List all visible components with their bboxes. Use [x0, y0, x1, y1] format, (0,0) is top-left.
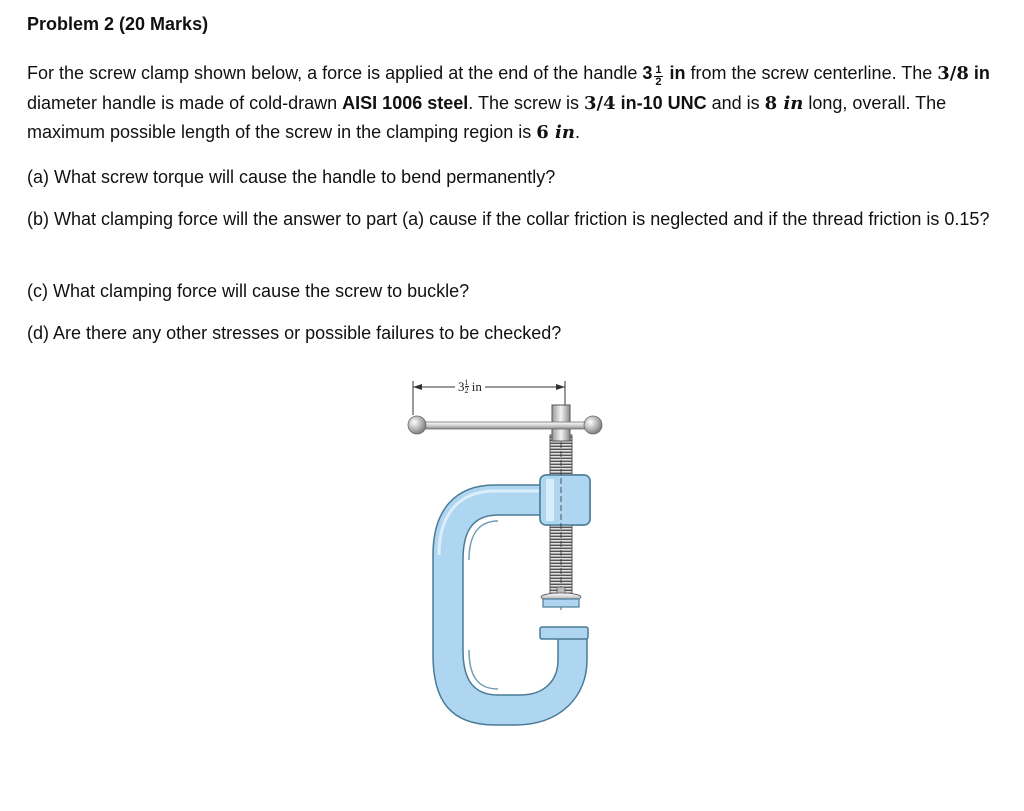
- handle-distance-value: [642, 63, 686, 88]
- question-b: (b) What clamping force will the answer to part (a) cause if the collar friction is neglected and if the thread friction is 0.15?: [27, 209, 990, 229]
- question-d: (d) Are there any other stresses or possible failures to be checked?: [27, 323, 562, 343]
- screw-size-value: 3/4: [583, 92, 616, 114]
- intro-text-3: diameter handle is made of cold-drawn: [27, 92, 343, 113]
- handle-length-label: [455, 379, 485, 395]
- screw-thread-spec: in-10 UNC: [615, 92, 707, 113]
- handle-diameter-unit: in: [968, 63, 990, 83]
- screw-clamp-drawing: [395, 375, 615, 775]
- handle-distance-whole: 3: [642, 63, 653, 83]
- clamp-length-value: 6: [536, 122, 556, 143]
- fraction-numerator: 1: [655, 64, 662, 76]
- fixed-jaw: [540, 627, 588, 639]
- handle-distance-fraction: [654, 65, 662, 88]
- intro-text-5: and is: [706, 92, 765, 113]
- problem-statement: [27, 59, 992, 148]
- handle-rod: [420, 422, 596, 429]
- intro-text-6: long, overall. The maximum possible length of the screw in the clamping region is: [27, 92, 947, 142]
- intro-text-7: .: [574, 122, 580, 142]
- fraction-denominator: 2: [655, 76, 662, 88]
- question-c: (c) What clamping force will cause the screw to buckle?: [27, 281, 470, 301]
- question-a: (a) What screw torque will cause the handle to bend permanently?: [27, 167, 556, 187]
- dim-whole: 3: [458, 379, 465, 394]
- handle-ball-left: [408, 416, 426, 434]
- dim-unit: in: [468, 379, 482, 394]
- screw-length-unit: in: [783, 92, 804, 114]
- dim-denominator: 2: [464, 386, 469, 395]
- handle-ball-right: [584, 416, 602, 434]
- screw-clamp-figure: [395, 375, 615, 775]
- dimension-line: [413, 378, 565, 419]
- clamp-length-unit: in: [555, 122, 575, 143]
- handle-diameter-value: 3/8: [937, 63, 969, 84]
- intro-text-1: For the screw clamp shown below, a force is applied at the end of the handle: [27, 63, 643, 83]
- screw-length-value: 8: [764, 92, 784, 114]
- intro-text-4: . The screw is: [468, 92, 584, 113]
- material-name: AISI 1006 steel: [342, 92, 469, 113]
- intro-text-2: from the screw centerline. The: [685, 63, 938, 83]
- handle-distance-unit: in: [664, 63, 686, 83]
- dim-numerator: 1: [464, 378, 469, 387]
- problem-heading: Problem 2 (20 Marks): [27, 14, 209, 34]
